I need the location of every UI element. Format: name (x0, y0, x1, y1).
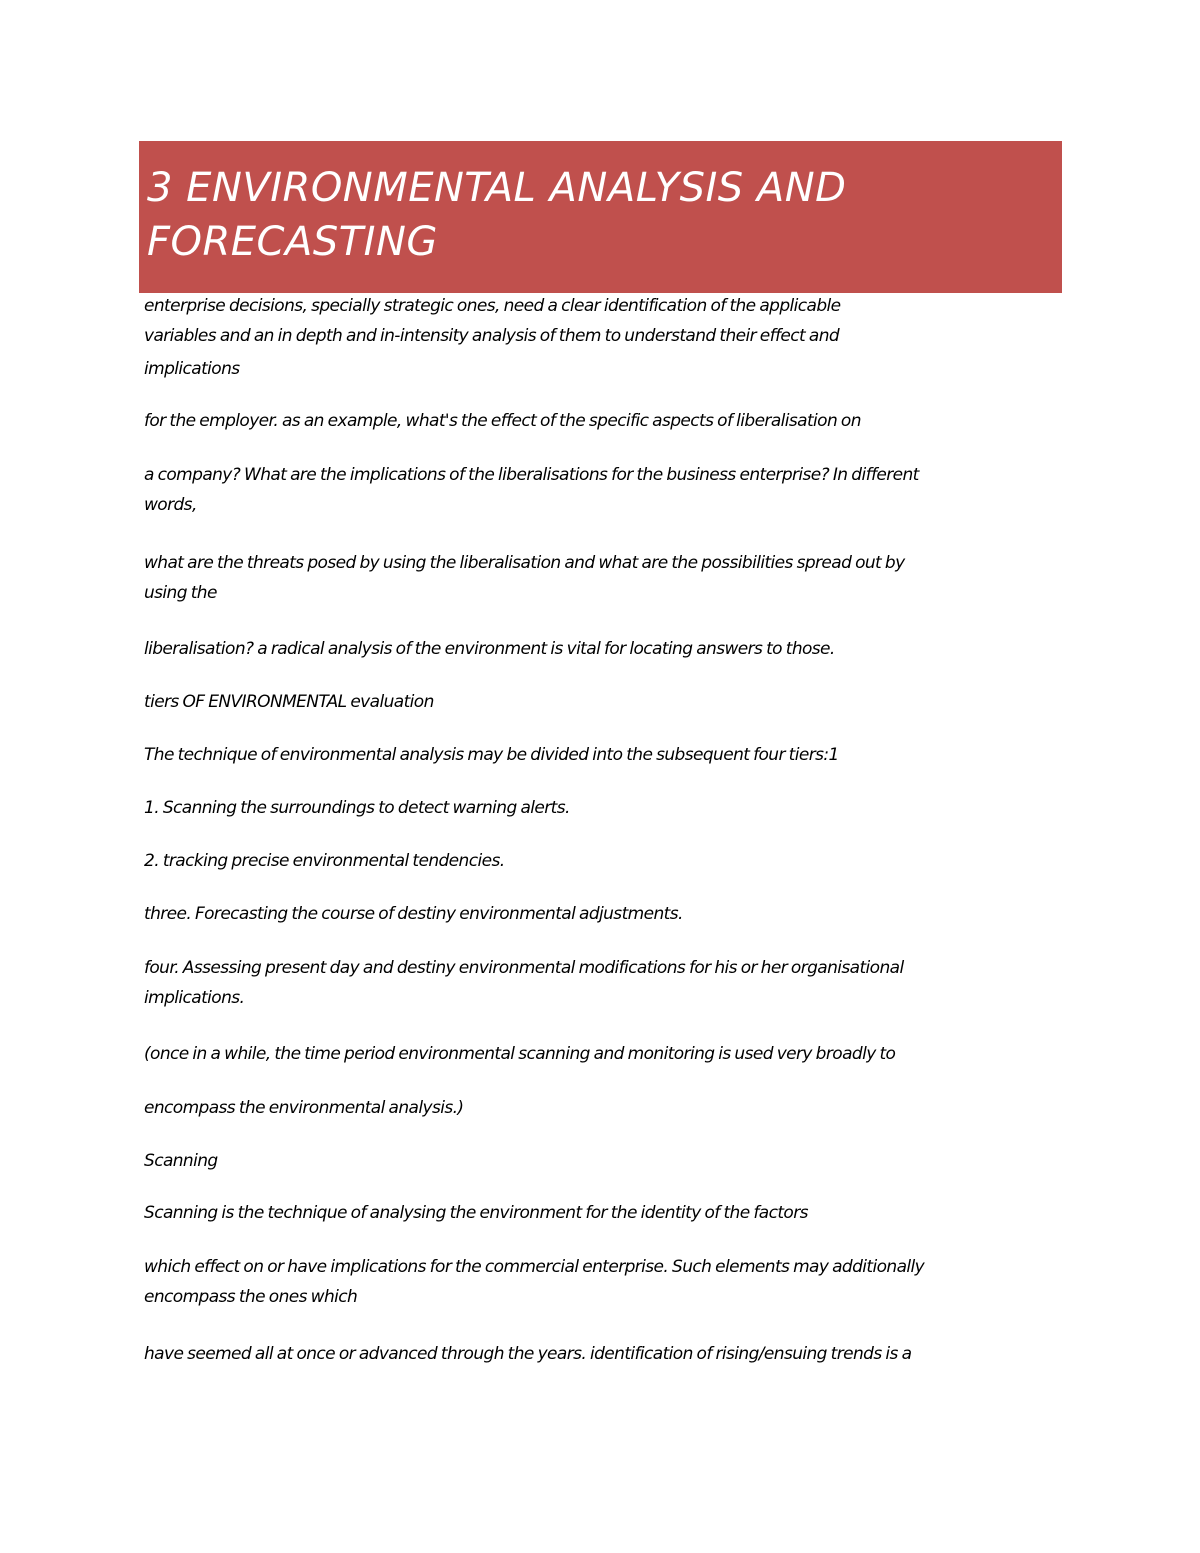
list-item (144, 846, 1049, 876)
paragraph-line: Scanning (144, 1151, 218, 1171)
title-line-1: 3 ENVIRONMENTAL ANALYSIS AND (147, 165, 847, 211)
paragraph-line: four. Assessing present day and destiny environmental modifications for his or her organisational (144, 958, 904, 978)
list-item (144, 793, 1049, 823)
paragraph-line: enterprise decisions, specially strategic ones, need a clear identification of the applicable (144, 296, 841, 316)
paragraph (144, 292, 1049, 386)
paragraph-line: a company? What are the implications of the liberalisations for the business enterprise? In different (144, 465, 919, 485)
paragraph (144, 634, 1049, 664)
paragraph-line: 1. Scanning the surroundings to detect warning alerts. (144, 798, 570, 818)
section-heading (144, 687, 1049, 717)
paragraph (144, 406, 1049, 436)
title-line-2: FORECASTING (147, 219, 438, 265)
paragraph (144, 1252, 1049, 1312)
paragraph-line: implications. (144, 988, 245, 1008)
paragraph-line: 2. tracking precise environmental tendencies. (144, 851, 505, 871)
paragraph (144, 1093, 1049, 1123)
list-item (144, 899, 1049, 929)
paragraph (144, 1198, 1049, 1228)
paragraph-line: encompass the environmental analysis.) (144, 1098, 464, 1118)
paragraph-line: have seemed all at once or advanced through the years. identification of rising/ensuing trends is a (144, 1344, 912, 1364)
title-banner (139, 141, 1062, 293)
paragraph (144, 740, 1049, 770)
paragraph-line: implications (144, 359, 240, 379)
paragraph-line: The technique of environmental analysis may be divided into the subsequent four tiers:1 (144, 745, 839, 765)
paragraph-line: Scanning is the technique of analysing the environment for the identity of the factors (144, 1203, 808, 1223)
paragraph (144, 548, 1049, 608)
paragraph-line: words, (144, 495, 197, 515)
paragraph-line: variables and an in depth and in-intensity analysis of them to understand their effect and (144, 326, 840, 346)
paragraph-line: using the (144, 583, 217, 603)
paragraph-line: for the employer. as an example, what's the effect of the specific aspects of liberalisation on (144, 411, 861, 431)
paragraph-line: (once in a while, the time period environmental scanning and monitoring is used very broadly to (144, 1044, 896, 1064)
paragraph-line: what are the threats posed by using the liberalisation and what are the possibilities spread out by (144, 553, 905, 573)
paragraph (144, 1039, 1049, 1069)
section-heading (144, 1146, 1049, 1176)
paragraph-line: three. Forecasting the course of destiny environmental adjustments. (144, 904, 683, 924)
paragraph-line: tiers OF ENVIRONMENTAL evaluation (144, 692, 434, 712)
paragraph (144, 1339, 1049, 1369)
paragraph (144, 460, 1049, 520)
paragraph-line: encompass the ones which (144, 1287, 358, 1307)
list-item (144, 953, 1049, 1013)
document-title (147, 161, 1054, 269)
paragraph-line: which effect on or have implications for the commercial enterprise. Such elements may additionally (144, 1257, 925, 1277)
paragraph-line: liberalisation? a radical analysis of the environment is vital for locating answers to those. (144, 639, 835, 659)
